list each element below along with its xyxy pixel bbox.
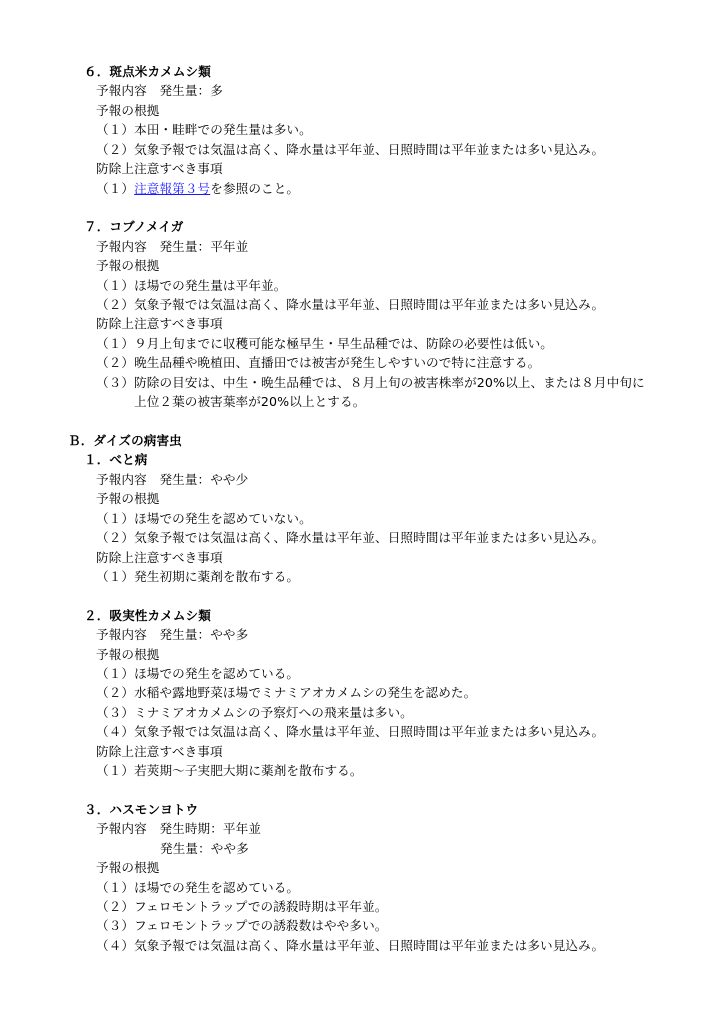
text-line: 予報内容 発生量：やや多 [96, 627, 249, 643]
text-line: 発生量：やや多 [160, 840, 249, 856]
text-line: （２）フェロモントラップでの誘殺時期は平年並。 [96, 899, 388, 915]
section-heading: ６．斑点米カメムシ類 [84, 64, 211, 79]
section-heading: １．べと病 [84, 452, 148, 468]
text-line: （２）水稲や露地野菜ほ場でミナミアオカメムシの発生を認めた。 [96, 685, 477, 701]
text-line: （１）９月上旬までに収穫可能な極早生・早生品種では、防除の必要性は低い。 [96, 335, 553, 351]
section-heading: ３．ハスモンヨトウ [84, 801, 199, 817]
text-line: （３）フェロモントラップでの誘殺数はやや多い。 [96, 918, 388, 934]
text-line: 予報の根拠 [96, 860, 160, 876]
text-line: （１）発生初期に薬剤を散布する。 [96, 568, 300, 584]
section-heading: ２．吸実性カメムシ類 [84, 607, 211, 623]
text-line: 防除上注意すべき事項 [96, 549, 223, 565]
text-line: 防除上注意すべき事項 [96, 161, 223, 177]
text-line: 予報内容 発生量：やや少 [96, 471, 249, 487]
text-line: 予報の根拠 [96, 491, 160, 507]
text-line: 予報の根拠 [96, 102, 160, 118]
text-fragment: （１） [96, 180, 135, 196]
text-line: 防除上注意すべき事項 [96, 743, 223, 759]
text-line: （２）気象予報では気温は高く、降水量は平年並、日照時間は平年並または多い見込み。 [96, 141, 605, 157]
text-line: （３）防除の目安は、中生・晩生品種では、８月上旬の被害株率が20%以上、または８月中旬に [96, 374, 645, 390]
text-line: （１）本田・畦畔での発生量は多い。 [96, 122, 312, 138]
text-line: （１）ほ場での発生を認めている。 [96, 666, 300, 682]
text-line: （２）気象予報では気温は高く、降水量は平年並、日照時間は平年並または多い見込み。 [96, 297, 605, 313]
text-line: （１）ほ場での発生を認めていない。 [96, 510, 312, 526]
notice-link[interactable]: 注意報第３号 [134, 180, 211, 196]
section-heading: Ｂ．ダイズの病害虫 [68, 432, 182, 448]
text-fragment: を参照のこと。 [210, 180, 300, 196]
text-line: 予報内容 発生量：多 [96, 83, 223, 99]
text-line: 上位２葉の被害葉率が20%以上とする。 [134, 394, 366, 410]
section-heading: ７．コブノメイガ [84, 219, 184, 235]
text-line: 予報内容 発生時期：平年並 [96, 821, 262, 837]
text-line: （２）気象予報では気温は高く、降水量は平年並、日照時間は平年並または多い見込み。 [96, 530, 605, 546]
text-line: （４）気象予報では気温は高く、降水量は平年並、日照時間は平年並または多い見込み。 [96, 724, 605, 740]
text-line: （１）ほ場での発生を認めている。 [96, 879, 300, 895]
text-line: 防除上注意すべき事項 [96, 316, 223, 332]
text-line: 予報内容 発生量：平年並 [96, 238, 249, 254]
text-line: （４）気象予報では気温は高く、降水量は平年並、日照時間は平年並または多い見込み。 [96, 937, 605, 953]
text-line: （２）晩生品種や晩植田、直播田では被害が発生しやすいので特に注意する。 [96, 355, 541, 371]
text-line: 予報の根拠 [96, 646, 160, 662]
text-line: （１）ほ場での発生量は平年並。 [96, 277, 287, 293]
text-line: 予報の根拠 [96, 258, 160, 274]
text-line: （１）若莢期～子実肥大期に薬剤を散布する。 [96, 763, 363, 779]
text-line [96, 181, 299, 197]
text-line: （３）ミナミアオカメムシの予察灯への飛来量は多い。 [96, 704, 413, 720]
